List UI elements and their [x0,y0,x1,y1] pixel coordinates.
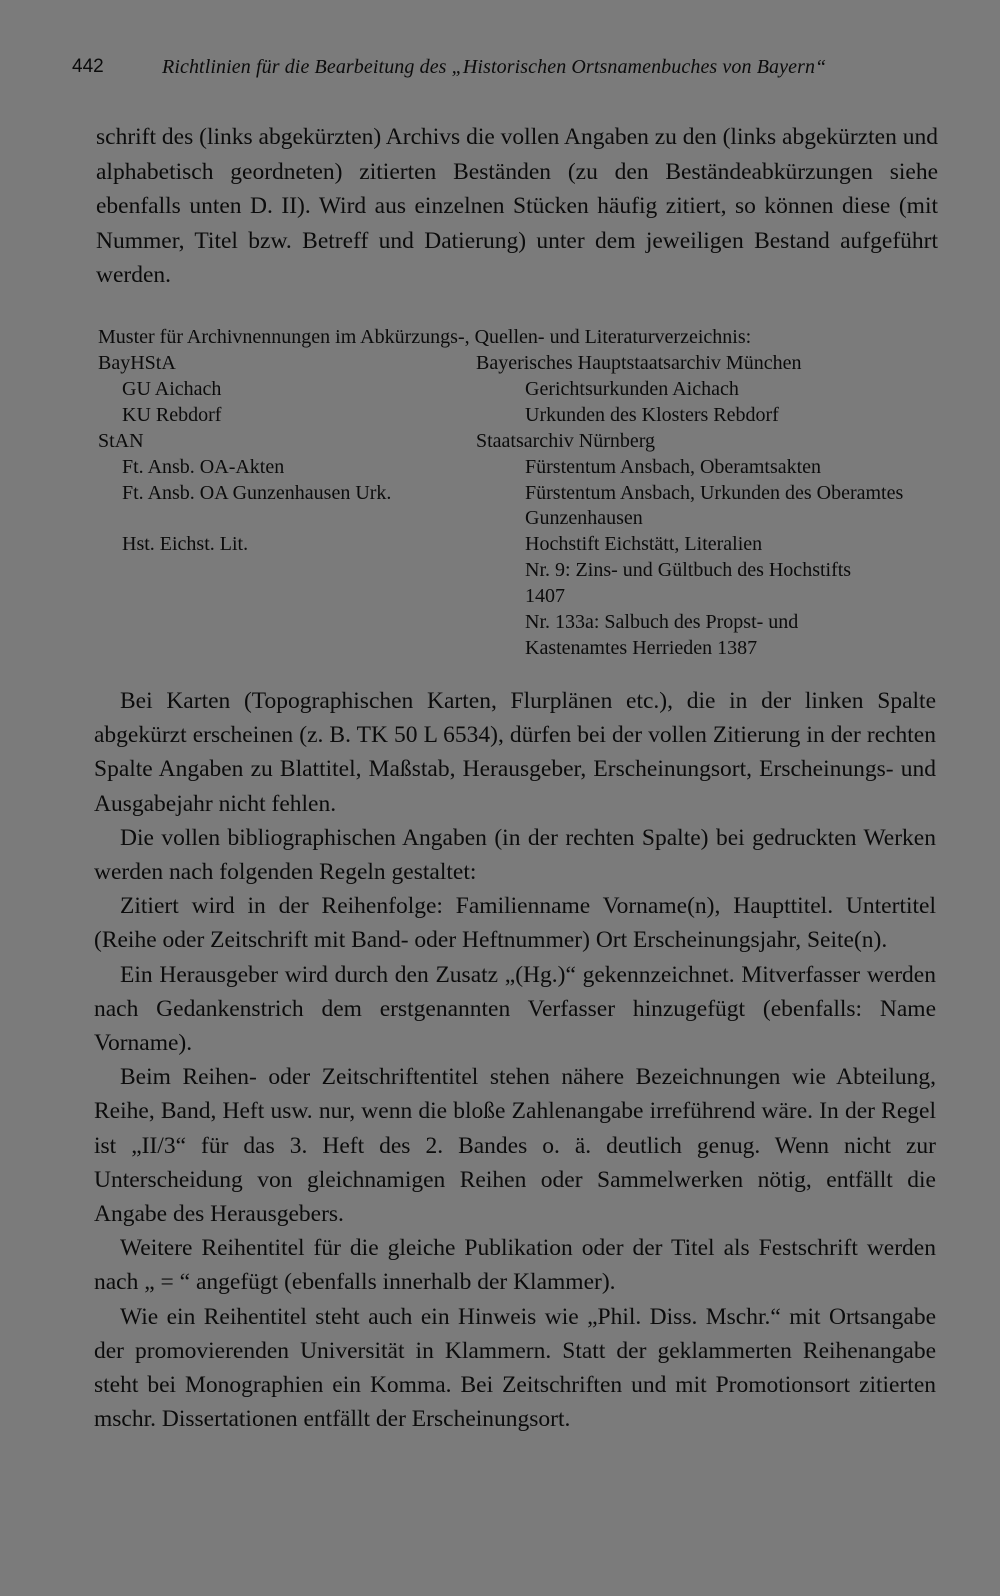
listing-abbreviation: Ft. Ansb. OA-Akten [122,455,285,478]
listing-full-name: Fürstentum Ansbach, Urkunden des Oberamtes Gunzenhausen [525,481,904,530]
listing-sub-entry: Nr. 9: Zins- und Gültbuch des Hochstifts 1407 [525,559,852,608]
listing-row [98,377,928,403]
listing-full-name: Bayerisches Hauptstaatsarchiv München [476,352,802,374]
page-number: 442 [72,56,104,77]
listing-row [98,532,928,662]
paragraph: Bei Karten (Topographischen Karten, Flurplänen etc.), die in der linken Spalte abgekürzt erscheinen (z. B. TK 50 L 6534), dürfen bei der vollen Zitierung in der rechten Spalte Angaben zu Blattitel, Maßstab, Herausgeber, Erscheinungsort, Erscheinungs- und Ausgabejahr nicht fehlen. [94,688,936,817]
listing-full-name: Gerichtsurkunden Aichach [525,377,739,400]
listing-title: Muster für Archivnennungen im Abkürzungs-, Quellen- und Literaturverzeichnis: [98,326,752,348]
paragraph: Beim Reihen- oder Zeitschriftentitel stehen nähere Bezeichnungen wie Abteilung, Reihe, Band, Heft usw. nur, wenn die bloße Zahlenangabe irreführend wäre. In der Regel ist „II/3“ für das 3. Heft des 2. Bandes o. ä. deutlich genug. Wenn nicht zur Unterscheidung von gleichnamigen Reihen oder Sammelwerken nötig, entfällt die Angabe des Herausgebers. [94,1064,936,1228]
listing-row [98,403,928,429]
page-header [72,56,932,88]
listing-full-name: Hochstift Eichstätt, Literalien [525,533,763,556]
body-paragraphs [94,684,936,1436]
paragraph: Weitere Reihentitel für die gleiche Publikation oder der Titel als Festschrift werden nach „ = “ angefügt (ebenfalls innerhalb der Klammer). [94,1235,936,1296]
running-title: Richtlinien für die Bearbeitung des „Historischen Ortsnamenbuches von Bayern“ [162,56,827,78]
listing-abbreviation: StAN [98,429,144,452]
paragraph: Zitiert wird in der Reihenfolge: Familienname Vorname(n), Haupttitel. Untertitel (Reihe oder Zeitschrift mit Band- oder Heftnummer) Ort Erscheinungsjahr, Seite(n). [94,893,936,954]
listing-abbreviation: BayHStA [98,352,176,374]
archive-listing [98,325,928,662]
listing-full-name-group [500,532,928,662]
listing-full-name: Staatsarchiv Nürnberg [476,429,656,452]
listing-abbreviation: Ft. Ansb. OA Gunzenhausen Urk. [122,481,392,504]
listing-abbreviation: GU Aichach [122,377,222,400]
listing-row [98,481,928,533]
listing-row [98,351,928,377]
listing-row [98,455,928,481]
listing-abbreviation: KU Rebdorf [122,403,222,426]
paragraph: Ein Herausgeber wird durch den Zusatz „(Hg.)“ gekennzeichnet. Mitverfasser werden nach Gedankenstrich dem erstgenannten Verfasser hinzugefügt (ebenfalls: Name Vorname). [94,961,936,1057]
listing-full-name: Fürstentum Ansbach, Oberamtsakten [525,455,822,478]
listing-abbreviation: Hst. Eichst. Lit. [122,533,249,556]
intro-paragraph: schrift des (links abgekürzten) Archivs die vollen Angaben zu den (links abgekürzten und alphabetisch geordneten) zitierten Beständen (zu den Beständeabkürzungen siehe ebenfalls unten D. II). Wird aus einzelnen Stücken häufig zitiert, so können diese (mit Nummer, Titel bzw. Betreff und Datierung) unter dem jeweiligen Bestand aufgeführt werden. [96,124,938,288]
paragraph: Die vollen bibliographischen Angaben (in der rechten Spalte) bei gedruckten Werken werden nach folgenden Regeln gestaltet: [94,824,936,886]
listing-full-name: Urkunden des Klosters Rebdorf [525,403,779,426]
listing-sub-entry: Nr. 133a: Salbuch des Propst- und Kastenamtes Herrieden 1387 [525,611,799,659]
paragraph: Wie ein Reihentitel steht auch ein Hinweis wie „Phil. Diss. Mschr.“ mit Ortsangabe der promovierenden Universität in Klammern. Statt der geklammerten Reihenangabe steht bei Monographien ein Komma. Bei Zeitschriften und mit Promotionsort zitierten mschr. Dissertationen entfällt der Erscheinungsort. [94,1303,936,1433]
listing-row [98,429,928,455]
